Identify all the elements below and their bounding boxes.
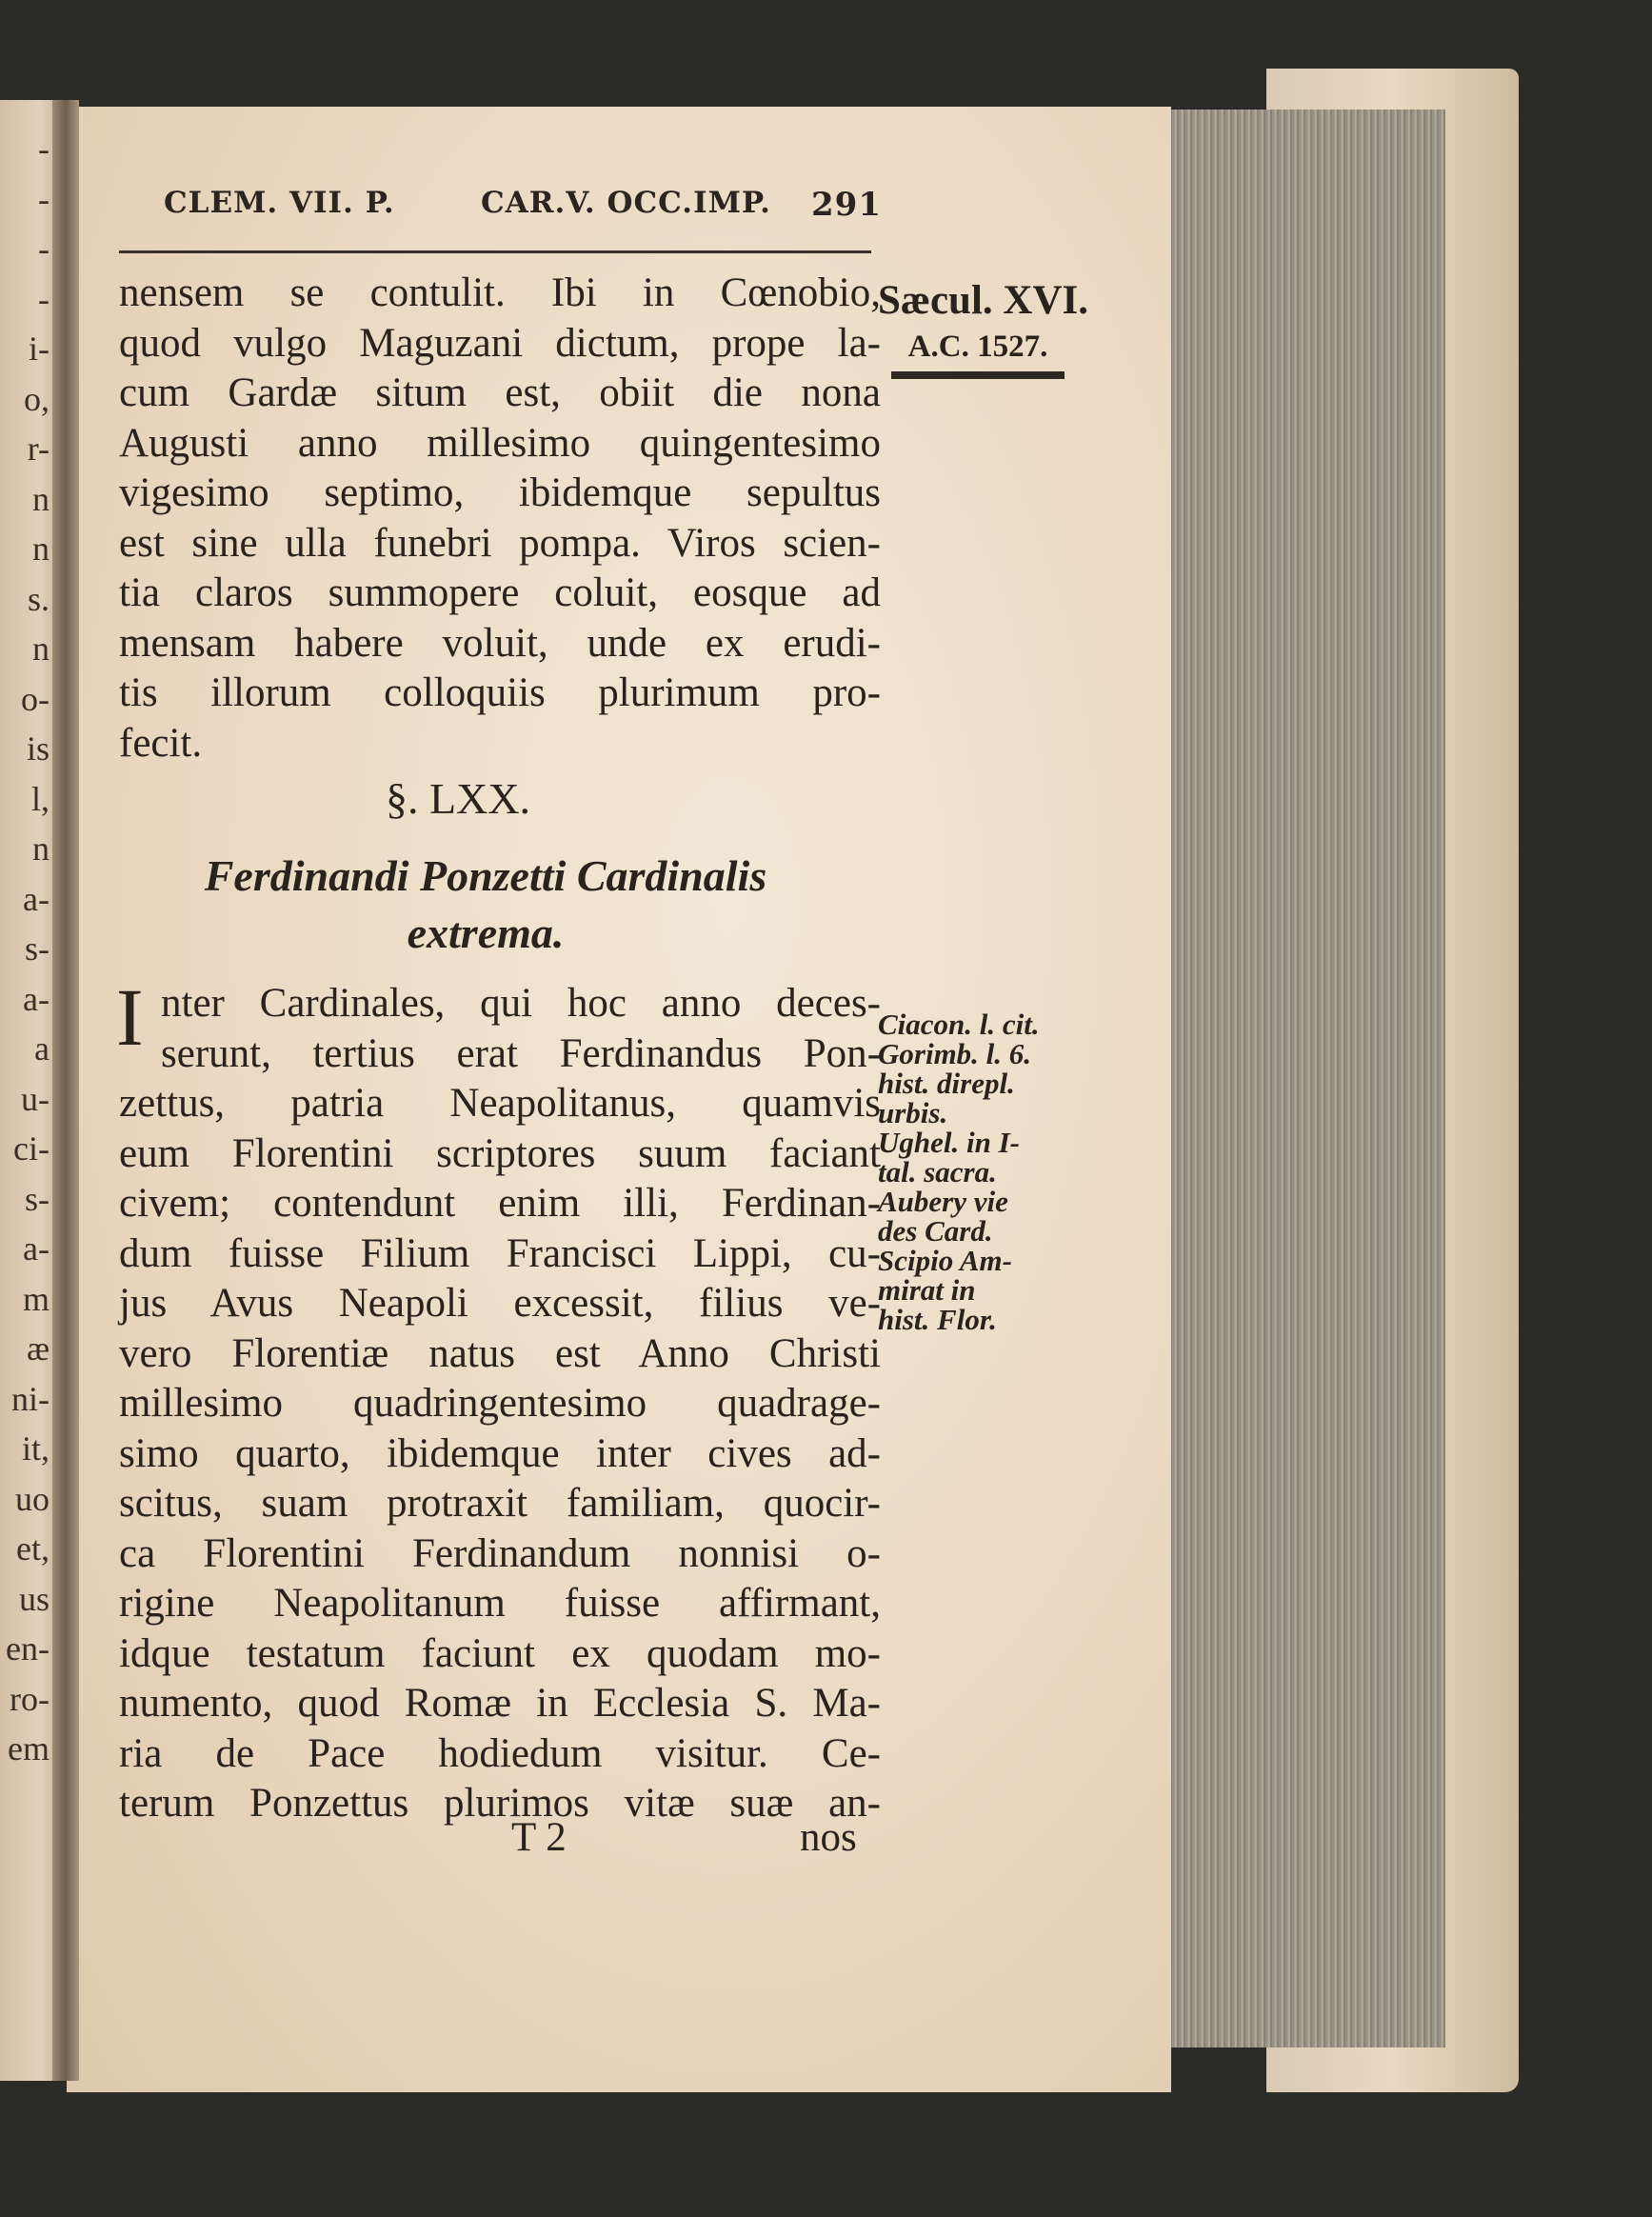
left-page-fragment-5: i- <box>29 330 50 368</box>
left-page-fragment-21: ci- <box>13 1129 50 1168</box>
running-head-left: CLEM. VII. P. <box>164 186 395 220</box>
margin-note-4: urbis. <box>878 1096 948 1129</box>
text-line-4: eum Florentini scriptores suum faciant <box>119 1130 881 1176</box>
text-line-3: zettus, patria Neapolitanus, quamvis <box>119 1081 881 1126</box>
text-line-9: millesimo quadringentesimo quadrage- <box>119 1381 881 1426</box>
left-page-fragment-27: it, <box>21 1429 50 1468</box>
left-page-fragment-20: u- <box>21 1079 50 1118</box>
section-title <box>124 848 847 962</box>
left-page-fragments <box>0 124 50 1933</box>
left-page-fragment-19: a <box>34 1029 50 1068</box>
paragraph-1 <box>119 269 881 769</box>
left-page-fragment-33: em <box>8 1729 50 1768</box>
left-page-fragment-25: æ <box>26 1329 50 1368</box>
left-page-fragment-4: - <box>38 279 50 318</box>
left-page-fragment-24: m <box>22 1279 50 1318</box>
text-line-11: scitus, suam protraxit familiam, quocir- <box>119 1481 881 1526</box>
text-line-3: cum Gardæ situm est, obiit die nona <box>119 370 881 415</box>
left-page-fragment-2: - <box>38 179 50 218</box>
left-page-fragment-8: n <box>32 479 50 518</box>
margin-note-10: mirat in <box>878 1273 976 1307</box>
gutter <box>52 100 79 2081</box>
left-page-fragment-9: n <box>32 529 50 568</box>
text-line-8: mensam habere voluit, unde ex erudi- <box>119 620 881 666</box>
left-page-fragment-15: n <box>32 829 50 868</box>
text-line-4: Augusti anno millesimo quingentesimo <box>119 420 881 466</box>
text-line-10: fecit. <box>119 720 203 766</box>
text-line-6: est sine ulla funebri pompa. Viros scien- <box>119 520 881 566</box>
left-page-fragment-13: is <box>26 729 50 768</box>
text-line-2: serunt, tertius erat Ferdinandus Pon- <box>161 1030 881 1076</box>
left-page-fragment-28: uo <box>15 1479 50 1518</box>
left-page-fragment-1: - <box>38 130 50 168</box>
margin-note-9: Scipio Am- <box>878 1244 1012 1277</box>
text-line-9: tis illorum colloquiis plurimum pro- <box>119 670 881 715</box>
left-page-fragment-22: s- <box>25 1179 50 1218</box>
margin-note-8: des Card. <box>878 1214 993 1248</box>
text-line-17: terum Ponzettus plurimos vitæ suæ an- <box>119 1781 881 1826</box>
text-line-10: simo quarto, ibidemque inter cives ad- <box>119 1430 881 1476</box>
text-line-12: ca Florentini Ferdinandum nonnisi o- <box>119 1530 881 1576</box>
margin-year-century: Sæcul. XVI. <box>878 278 1089 323</box>
margin-note-11: hist. Flor. <box>878 1303 997 1336</box>
left-page-fragment-26: ni- <box>11 1379 50 1418</box>
text-line-8: vero Florentiæ natus est Anno Christi <box>119 1330 881 1376</box>
left-page-fragment-12: o- <box>21 679 50 718</box>
margin-year <box>878 276 1089 379</box>
left-page-fragment-17: s- <box>25 929 50 968</box>
left-page-fragment-3: - <box>38 230 50 268</box>
left-page-fragment-18: a- <box>23 979 50 1018</box>
margin-note-6: tal. sacra. <box>878 1155 997 1188</box>
margin-note-7: Aubery vie <box>878 1185 1008 1218</box>
margin-year-rule <box>891 371 1065 379</box>
text-line-14: idque testatum faciunt ex quodam mo- <box>119 1630 881 1676</box>
margin-year-date: A.C. 1527. <box>907 330 1048 364</box>
left-page-fragment-31: en- <box>6 1629 50 1668</box>
left-page-fragment-16: a- <box>23 879 50 918</box>
text-line-15: numento, quod Romæ in Ecclesia S. Ma- <box>119 1681 881 1726</box>
left-page-fragment-29: et, <box>16 1529 50 1568</box>
margin-note-3: hist. direpl. <box>878 1067 1015 1100</box>
text-line-5: civem; contendunt enim illi, Ferdinan- <box>119 1181 881 1226</box>
left-page-fragment-23: a- <box>23 1229 50 1268</box>
left-page-fragment-11: n <box>32 629 50 668</box>
text-line-2: quod vulgo Maguzani dictum, prope la- <box>119 320 881 366</box>
text-line-1: nensem se contulit. Ibi in Cœnobio, <box>119 270 881 315</box>
left-page-fragment-30: us <box>18 1579 50 1618</box>
running-head-center: CAR.V. OCC.IMP. <box>481 186 771 220</box>
catchword: nos <box>800 1815 857 1860</box>
left-page-fragment-10: s. <box>27 579 50 618</box>
margin-note-5: Ughel. in I- <box>878 1126 1020 1159</box>
left-page-fragment-7: r- <box>27 429 50 468</box>
section-title-line-2: extrema. <box>407 909 565 957</box>
margin-note-2: Gorimb. l. 6. <box>878 1037 1032 1070</box>
section-title-line-1: Ferdinandi Ponzetti Cardinalis <box>204 851 767 900</box>
drop-cap: I <box>116 971 144 1063</box>
left-page-fragment-32: ro- <box>10 1679 50 1718</box>
margin-note-1: Ciacon. l. cit. <box>878 1008 1040 1041</box>
text-line-13: rigine Neapolitanum fuisse affirmant, <box>119 1581 881 1626</box>
text-line-6: dum fuisse Filium Francisci Lippi, cu- <box>119 1230 881 1276</box>
signature-mark: T 2 <box>511 1815 567 1860</box>
header-rule <box>119 250 871 253</box>
margin-notes <box>878 1009 1083 1334</box>
page-edges <box>1160 110 1445 2047</box>
section-number: §. LXX. <box>386 774 531 823</box>
text-line-1: nter Cardinales, qui hoc anno deces- <box>161 981 881 1026</box>
page-number: 291 <box>811 186 882 224</box>
text-line-5: vigesimo septimo, ibidemque sepultus <box>119 470 881 515</box>
text-line-7: tia claros summopere coluit, eosque ad <box>119 570 881 615</box>
left-page-fragment-14: l, <box>30 779 50 818</box>
paragraph-2 <box>119 979 881 1829</box>
text-line-16: ria de Pace hodiedum visitur. Ce- <box>119 1730 881 1776</box>
left-page-fragment-6: o, <box>24 379 50 418</box>
text-line-7: jus Avus Neapoli excessit, filius ve- <box>119 1281 881 1326</box>
